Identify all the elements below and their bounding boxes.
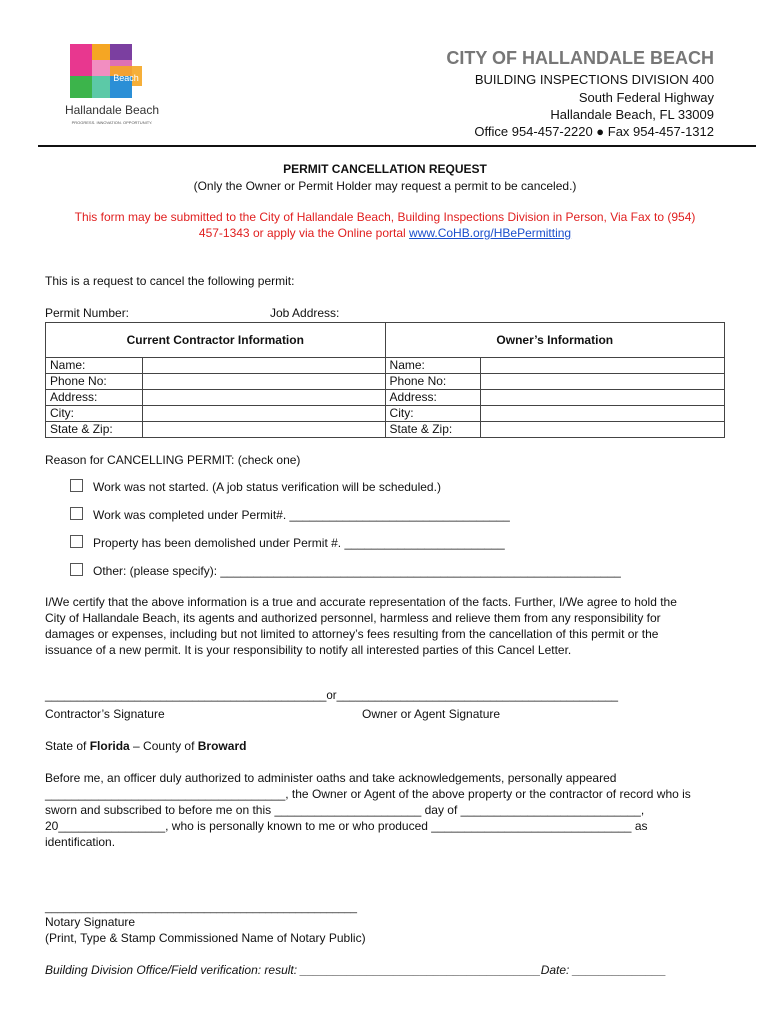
contractor-signature-label: Contractor’s Signature xyxy=(45,707,165,721)
logo-name: Hallandale Beach xyxy=(64,103,160,117)
contractor-state-zip-field[interactable] xyxy=(143,422,386,438)
contractor-phone-field[interactable] xyxy=(143,374,386,390)
reason-option-other[interactable]: Other: (please specify): ____________________________________________________________ xyxy=(70,563,621,578)
city-title: CITY OF HALLANDALE BEACH xyxy=(446,48,714,68)
certification-paragraph: I/We certify that the above information is a true and accurate representation of the facts. Further, I/We agree to hold the City of Hallandale Beach, its agents and authorized personnel, harmless and relieve them from any responsibility for damages or expenses, including but not limited to attorney’s fees resulting from the cancellation of this permit or the issuance of a new permit. It is your responsibility to notify all interested parties of this Cancel Letter. xyxy=(45,595,677,657)
owner-phone-field[interactable] xyxy=(480,374,724,390)
permit-number-label: Permit Number: xyxy=(45,306,130,320)
hallandale-beach-logo xyxy=(64,44,160,140)
checkbox[interactable] xyxy=(70,479,83,492)
owner-state-zip-label: State & Zip: xyxy=(385,422,480,438)
notary-paragraph: Before me, an officer duly authorized to administer oaths and take acknowledgements, personally appeared ____________________________________, the Owner or Agent of the above property or the contractor of record who is sworn and subscribed to before me on this ______________________ day of ___________________________, 20________________, who is personally known to me or who produced ______________________________ as identification. xyxy=(45,771,691,849)
contractor-state-zip-label: State & Zip: xyxy=(46,422,143,438)
state-county-line: State of Florida – County of Broward xyxy=(45,739,247,753)
logo-badge-text: Beach xyxy=(113,73,139,83)
owner-signature-label: Owner or Agent Signature xyxy=(362,707,501,721)
state-name: Florida xyxy=(89,739,130,753)
submission-notice-line2 xyxy=(0,226,770,240)
owner-city-label: City: xyxy=(385,406,480,422)
street-line: South Federal Highway xyxy=(578,90,714,105)
owner-phone-label: Phone No: xyxy=(385,374,480,390)
checkbox[interactable] xyxy=(70,563,83,576)
checkbox[interactable] xyxy=(70,507,83,520)
notary-name-note: (Print, Type & Stamp Commissioned Name of Notary Public) xyxy=(45,931,366,945)
contractor-address-label: Address: xyxy=(46,390,143,406)
field-verification-line[interactable]: Building Division Office/Field verification: result: ____________________________________Date: ______________ xyxy=(45,963,667,977)
contractor-name-field[interactable] xyxy=(143,358,386,374)
contractor-city-field[interactable] xyxy=(143,406,386,422)
contractor-city-label: City: xyxy=(46,406,143,422)
city-line: Hallandale Beach, FL 33009 xyxy=(550,107,714,122)
header-divider xyxy=(38,145,756,147)
owner-info-header: Owner’s Information xyxy=(385,323,724,358)
notary-signature-line[interactable]: ___________________________________________________ xyxy=(45,902,358,914)
notary-signature-label: Notary Signature xyxy=(45,915,136,929)
division-line: BUILDING INSPECTIONS DIVISION 400 xyxy=(474,72,714,87)
signature-lines[interactable]: ____________________________________________or____________________________________________ xyxy=(45,690,619,702)
owner-city-field[interactable] xyxy=(480,406,724,422)
reason-label: Reason for CANCELLING PERMIT: (check one) xyxy=(45,453,301,467)
contractor-name-label: Name: xyxy=(46,358,143,374)
form-title: PERMIT CANCELLATION REQUEST xyxy=(283,162,487,176)
county-name: Broward xyxy=(197,739,247,753)
owner-name-label: Name: xyxy=(385,358,480,374)
checkbox[interactable] xyxy=(70,535,83,548)
phone-line: Office 954-457-2220 ● Fax 954-457-1312 xyxy=(474,124,714,139)
owner-name-field[interactable] xyxy=(480,358,724,374)
logo-tagline: PROGRESS. INNOVATION. OPPORTUNITY. xyxy=(71,120,153,125)
reason-option-not-started[interactable]: Work was not started. (A job status verification will be scheduled.) xyxy=(70,479,441,494)
notice-text: 457-1343 or apply via the Online portal xyxy=(198,226,406,240)
form-subtitle: (Only the Owner or Permit Holder may request a permit to be canceled.) xyxy=(193,179,577,193)
contractor-address-field[interactable] xyxy=(143,390,386,406)
owner-state-zip-field[interactable] xyxy=(480,422,724,438)
online-portal-link[interactable]: www.CoHB.org/HBePermitting xyxy=(409,226,572,240)
job-address-label: Job Address: xyxy=(270,306,340,320)
reason-option-demolished[interactable]: Property has been demolished under Permit #. ________________________ xyxy=(70,535,505,550)
owner-address-field[interactable] xyxy=(480,390,724,406)
owner-address-label: Address: xyxy=(385,390,480,406)
intro-text: This is a request to cancel the following permit: xyxy=(45,274,295,288)
submission-notice-line1: This form may be submitted to the City of Hallandale Beach, Building Inspections Division in Person, Via Fax to (954) xyxy=(74,210,696,224)
contractor-phone-label: Phone No: xyxy=(46,374,143,390)
reason-option-completed[interactable]: Work was completed under Permit#. _________________________________ xyxy=(70,507,510,522)
contractor-owner-table xyxy=(45,322,725,438)
contractor-info-header: Current Contractor Information xyxy=(46,323,386,358)
